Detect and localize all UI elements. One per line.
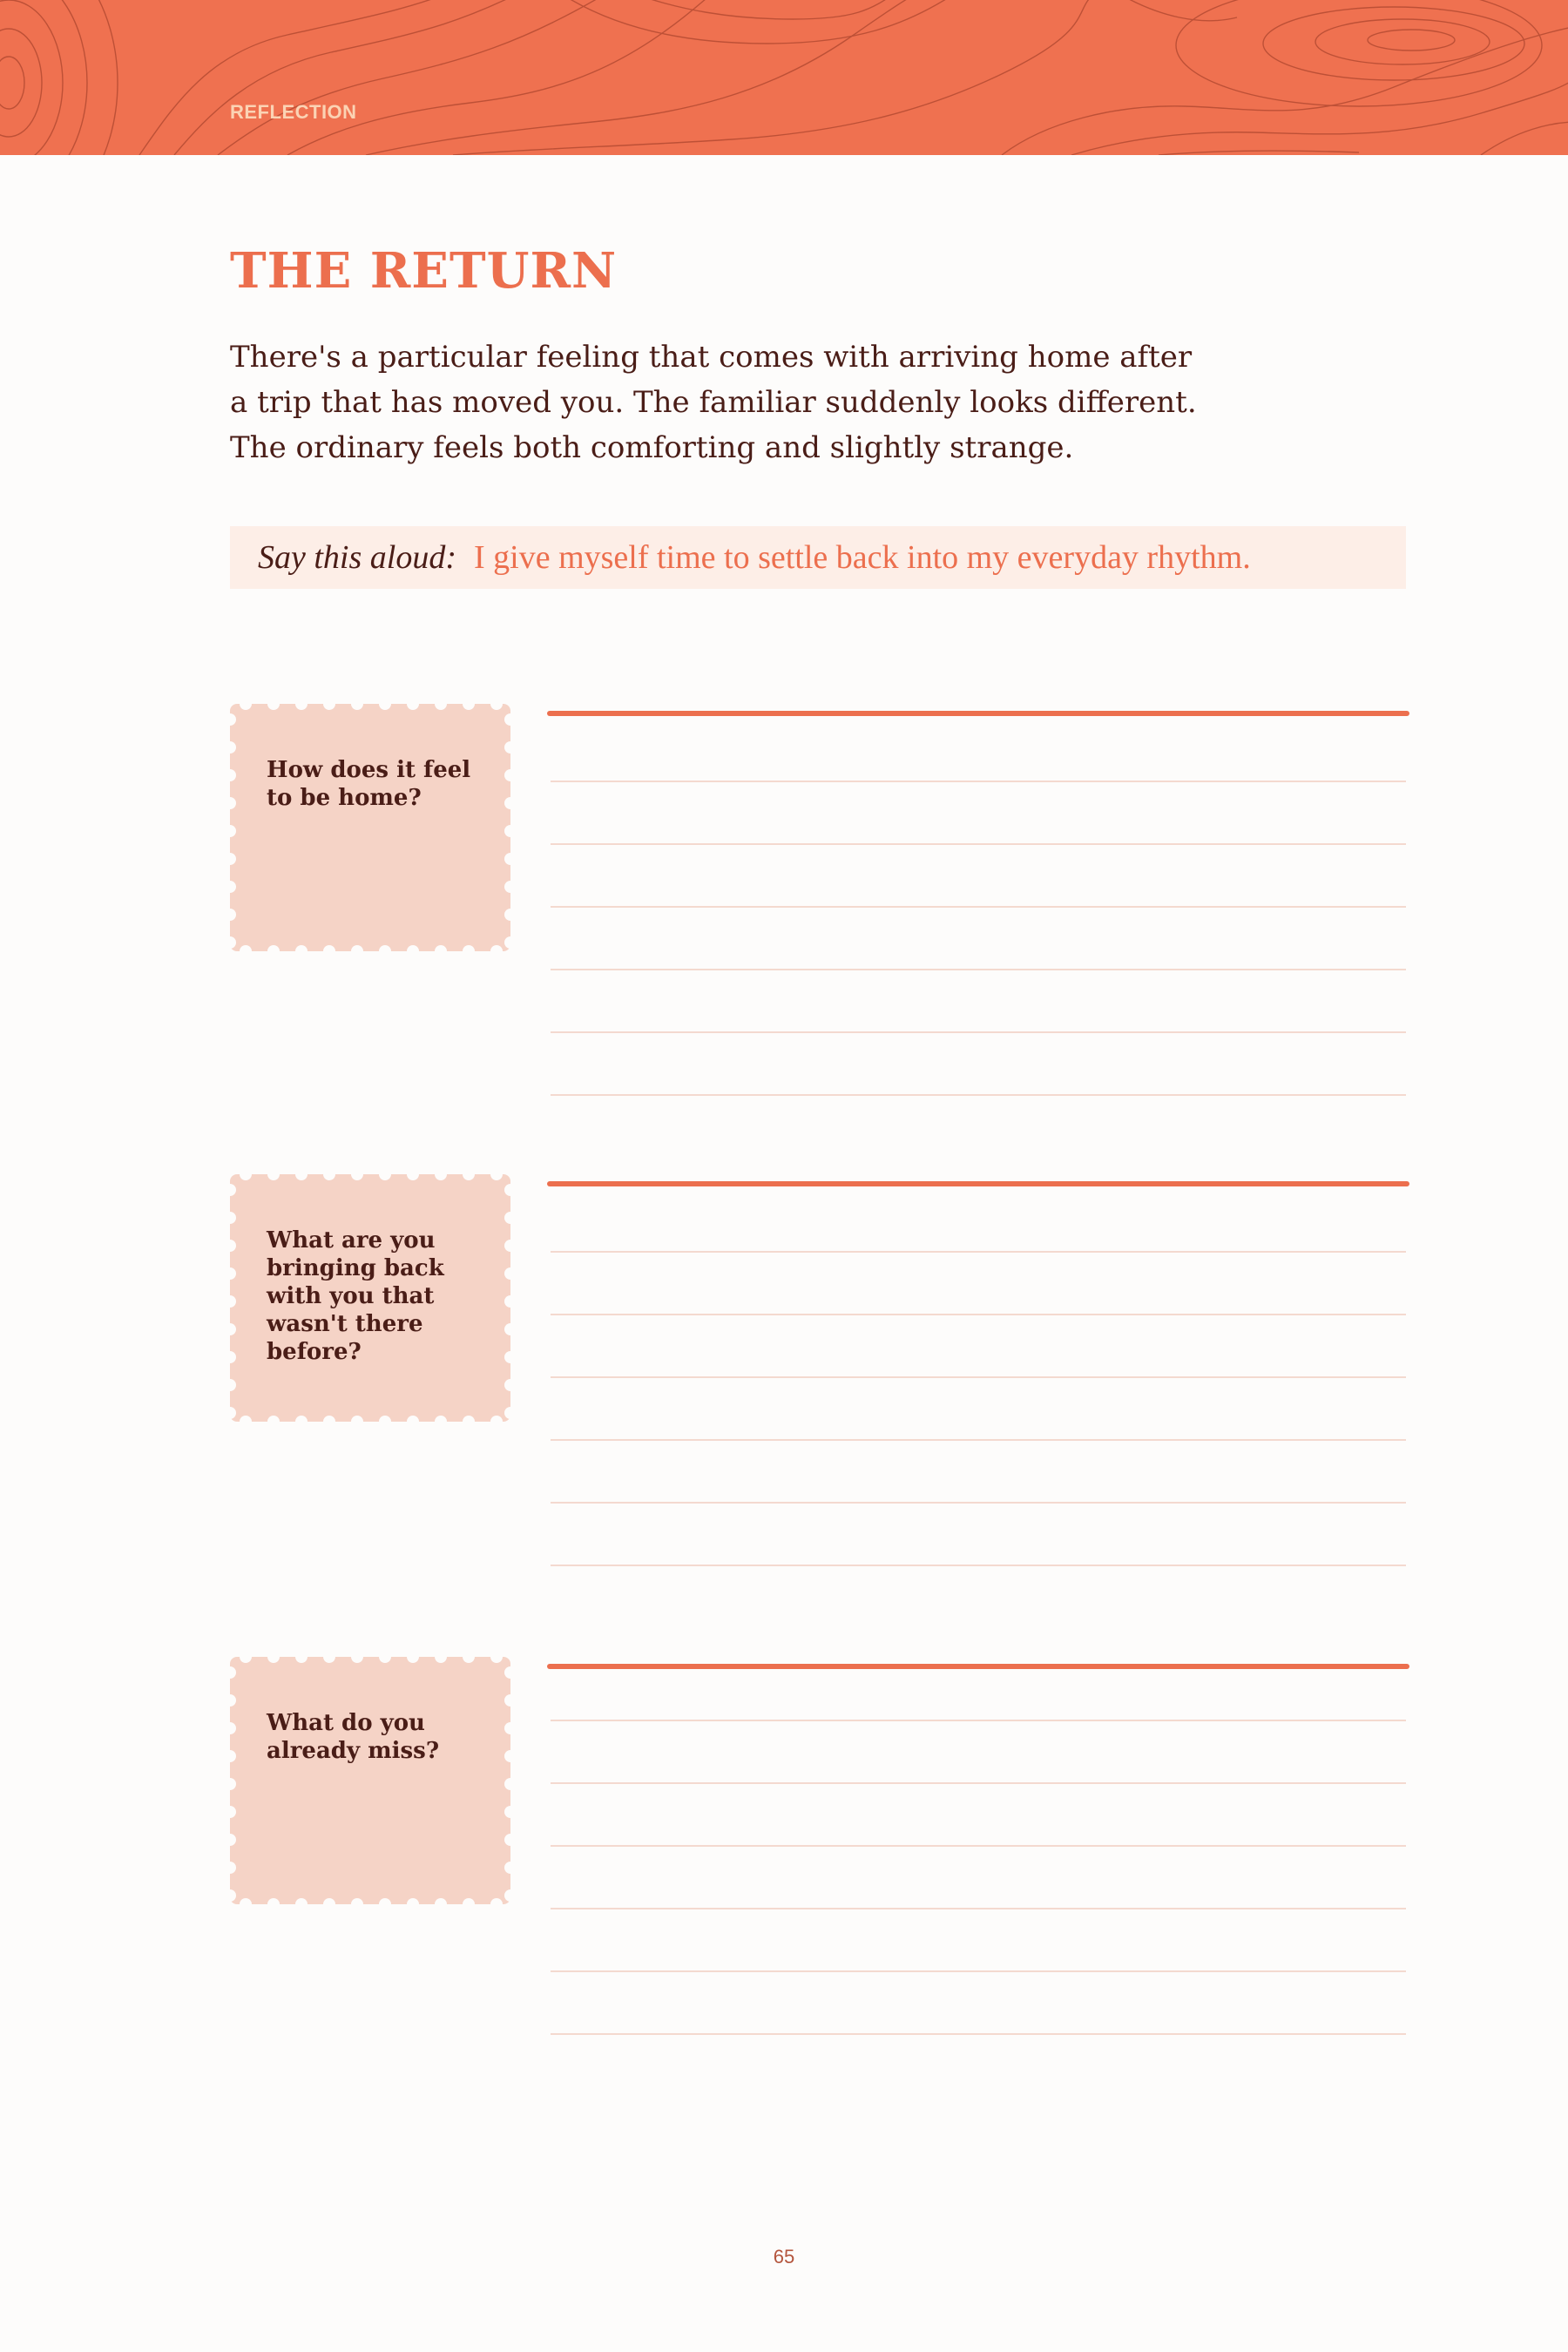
writing-line — [551, 1565, 1406, 1566]
section-label: REFLECTION — [230, 101, 357, 123]
topographic-pattern — [0, 0, 1568, 155]
affirmation-text: I give myself time to settle back into my everyday rhythm. — [473, 539, 1251, 576]
affirmation-box — [230, 526, 1406, 589]
writing-line — [551, 781, 1406, 782]
intro-line: The ordinary feels both comforting and slightly strange. — [230, 430, 1074, 465]
prompt-question: What do you already miss? — [267, 1710, 440, 1764]
writing-line — [551, 1845, 1406, 1847]
affirmation-lead: Say this aloud: — [258, 539, 456, 576]
writing-line — [551, 1251, 1406, 1253]
prompt-question: What are you bringing back with you that wasn't there before? — [267, 1227, 444, 1365]
writing-line — [551, 1439, 1406, 1441]
writing-line — [551, 1782, 1406, 1784]
intro-line: a trip that has moved you. The familiar suddenly looks different. — [230, 385, 1197, 420]
writing-line — [551, 906, 1406, 908]
intro-line: There's a particular feeling that comes with arriving home after — [230, 340, 1193, 375]
writing-top-rule — [547, 1664, 1409, 1669]
prompt-stamp — [230, 1174, 510, 1422]
writing-line — [551, 2033, 1406, 2035]
writing-line — [551, 1908, 1406, 1909]
prompt-question: How does it feel to be home? — [267, 757, 471, 811]
page-title: THE RETURN — [230, 242, 618, 300]
intro-paragraph — [230, 335, 1275, 470]
writing-line — [551, 969, 1406, 970]
writing-top-rule — [547, 711, 1409, 716]
writing-top-rule — [547, 1181, 1409, 1186]
writing-line — [551, 1970, 1406, 1972]
page-number: 65 — [773, 2246, 795, 2268]
stamp-shape — [230, 704, 510, 951]
writing-line — [551, 1502, 1406, 1504]
writing-line — [551, 1314, 1406, 1315]
header-band — [0, 0, 1568, 155]
writing-line — [551, 843, 1406, 845]
writing-line — [551, 1094, 1406, 1096]
writing-line — [551, 1720, 1406, 1721]
writing-line — [551, 1031, 1406, 1033]
writing-line — [551, 1376, 1406, 1378]
prompt-stamp — [230, 704, 510, 951]
prompt-stamp — [230, 1657, 510, 1904]
stamp-shape — [230, 1657, 510, 1904]
